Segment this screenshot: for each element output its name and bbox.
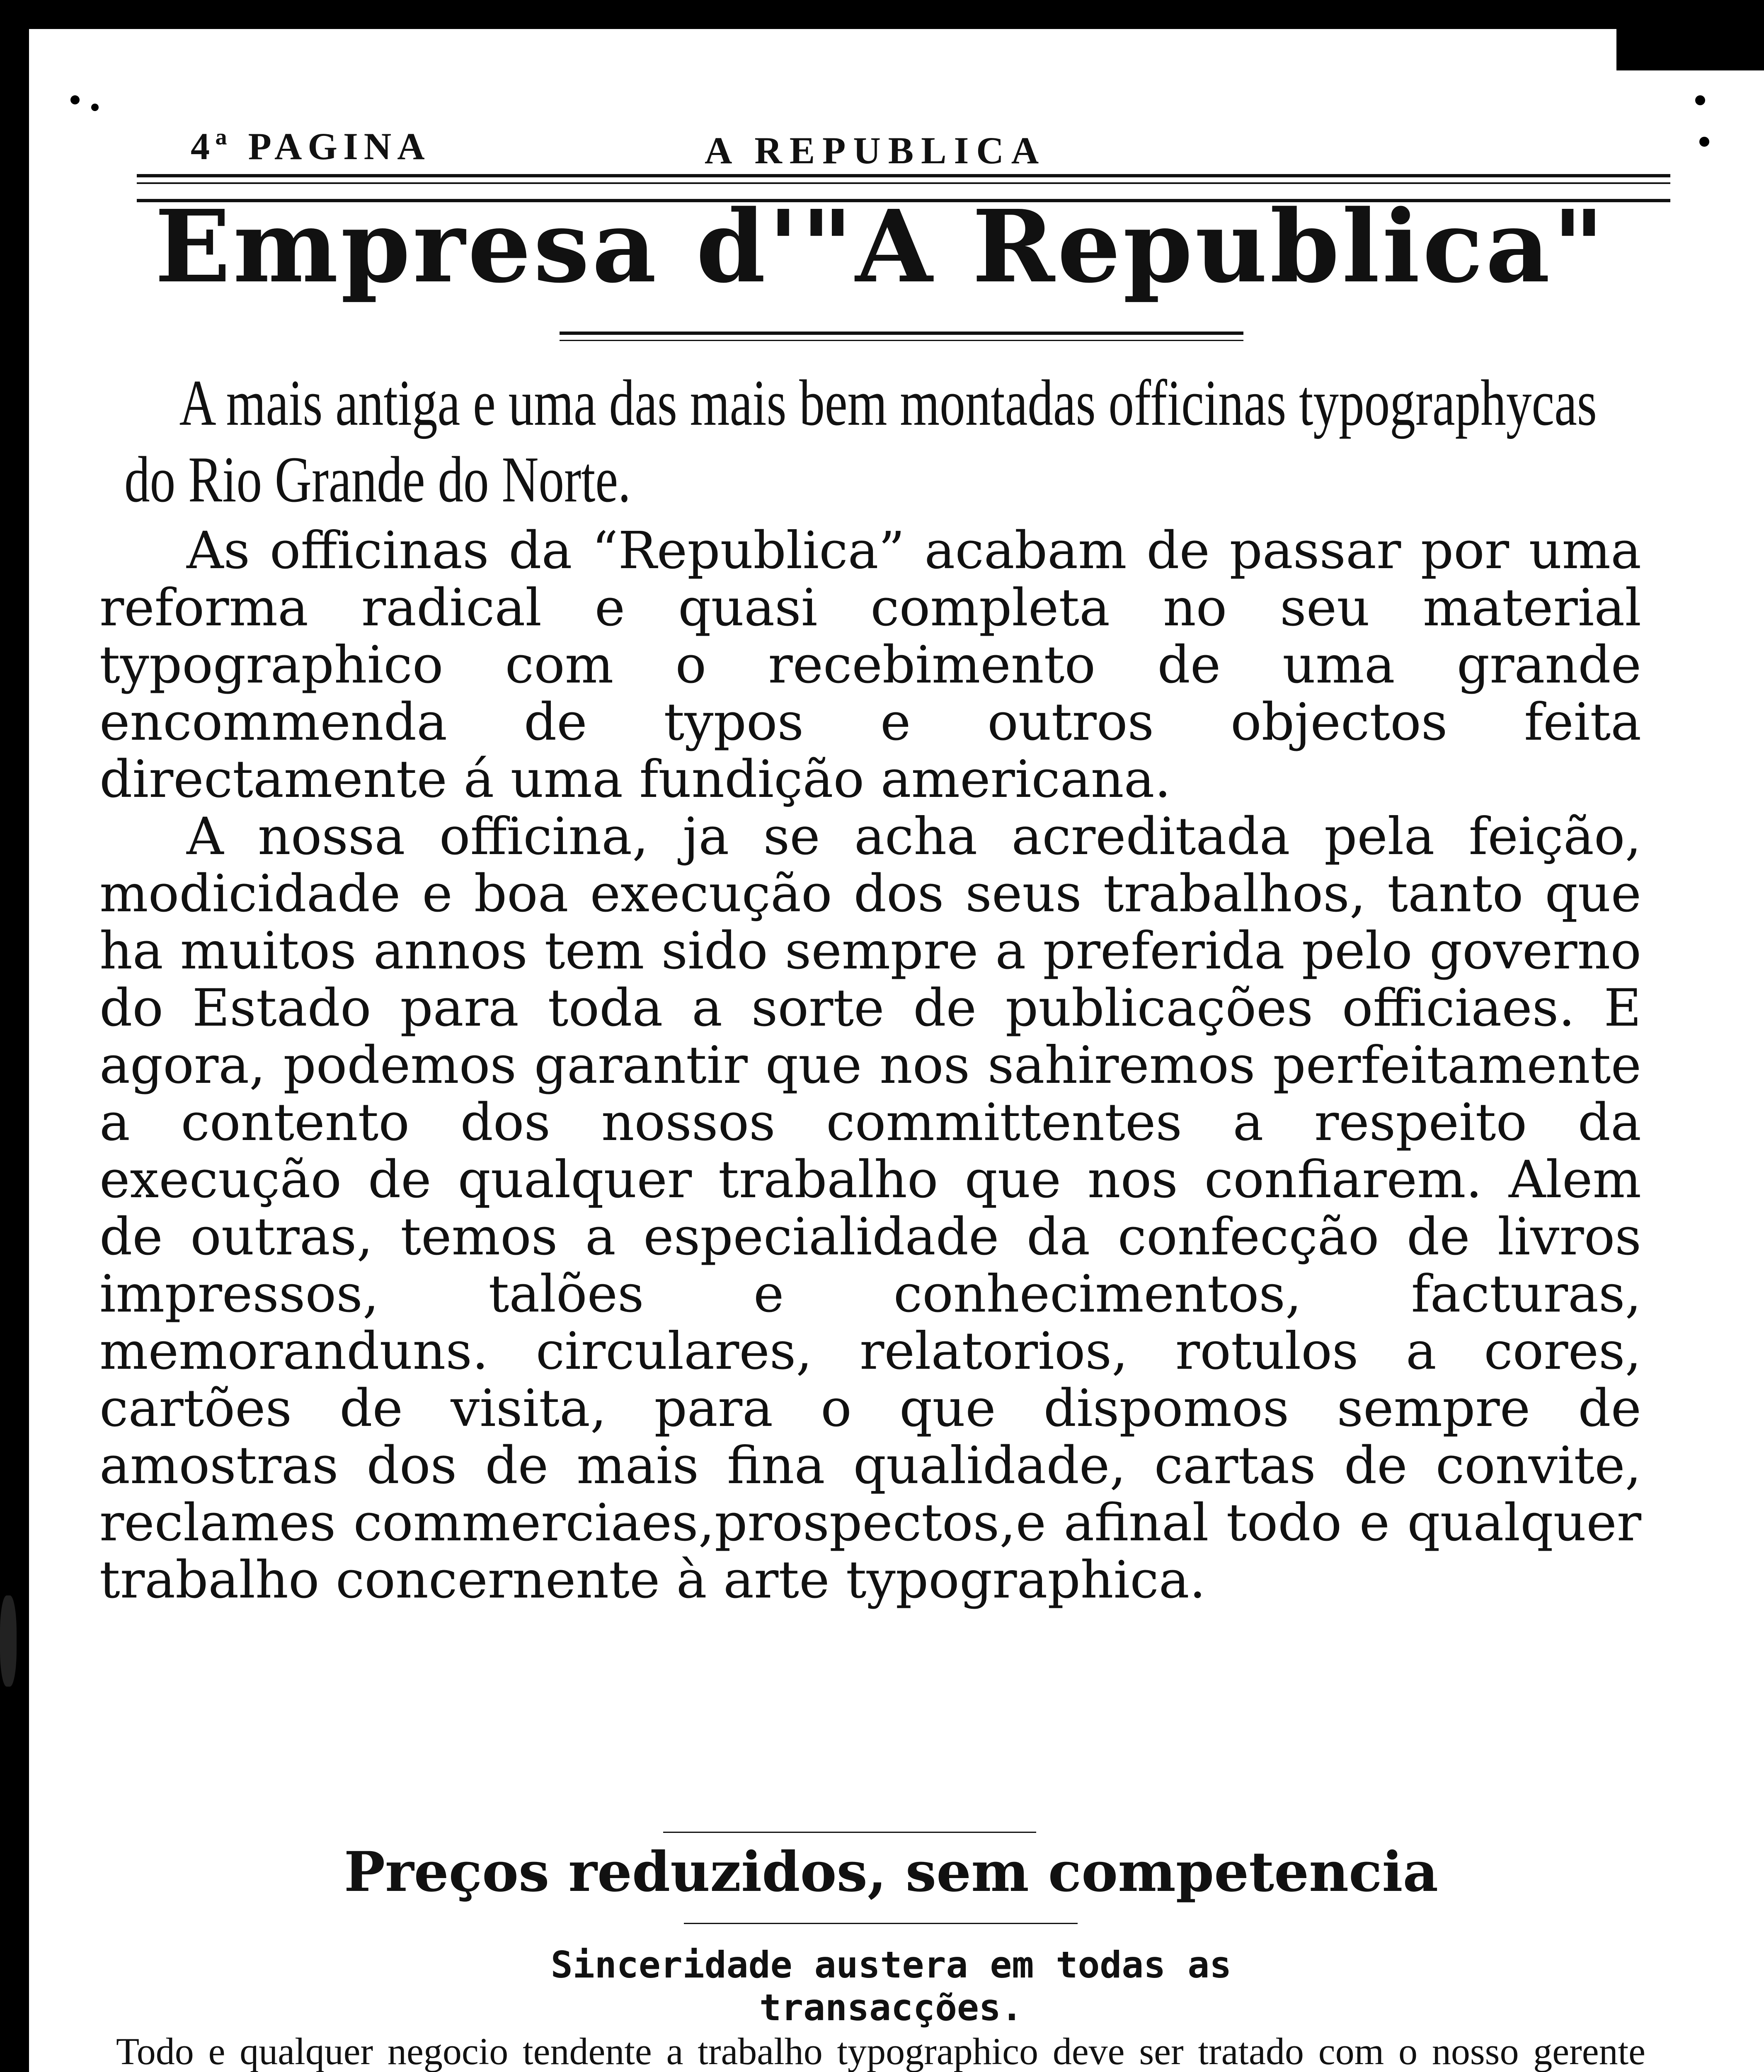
body-text [99,522,1641,1609]
title-rule [560,332,1243,335]
contact-text [104,2031,1645,2072]
header-rule [137,174,1670,177]
page-number-label: 4ª PAGINA [191,125,431,167]
intro-text: A mais antiga e uma das mais bem montadas officinas typographycas do Rio Grande do Norte. [124,367,1597,516]
newspaper-name: A REPUBLICA [705,129,1047,172]
scan-border-left [0,0,29,2072]
speck [1695,95,1705,105]
prices-rule [684,1923,1078,1924]
prices-heading: Preços reduzidos, sem competencia [344,1840,1439,1904]
speck [91,104,99,111]
scan-border-corner [1616,0,1764,70]
speck [70,95,80,104]
body-paragraph: As officinas da “Republica” acabam de passar por uma reforma radical e quasi completa no seu material typographico com o recebimento de uma grande encommenda de typos e outros objectos feita directamente á uma fundição americana. [99,521,1641,809]
page-header [124,104,1679,170]
title-rule-thin [560,340,1243,341]
contact-paragraph: Todo e qualquer negocio tendente a trabalho typographico deve ser tratado com o nosso gerente [116,2030,1645,2072]
page-title: Empresa d'"A Republica" [155,188,1607,305]
scan-smudge [0,1595,17,1687]
section-divider [663,1832,1036,1833]
scan-border-top [0,0,1764,29]
body-paragraph: A nossa officina, ja se acha acreditada pela feição, modicidade e boa execução dos seus trabalhos, tanto que ha muitos annos tem sido sempre a preferida pelo governo do Estado para toda a sorte de publicações officiaes. E agora, podemos garantir que nos sahiremos perfeitamente a contento dos nossos committentes a respeito da execução de qualquer trabalho que nos confiarem. Alem de outras, temos a especialidade da confecção de livros impressos, talões e conhecimentos, facturas, memoranduns. circulares, relatorios, rotulos a cores, cartões de visita, para o que dispomos sempre de amostras dos de mais fina qualidade, cartas de convite, reclames commerciaes,prospectos,e afinal todo e qualquer trabalho concernente à arte typographica. [99,807,1641,1610]
sincerity-line: Sinceridade austera em todas as transacções. [550,1944,1232,2029]
speck [1699,137,1709,147]
